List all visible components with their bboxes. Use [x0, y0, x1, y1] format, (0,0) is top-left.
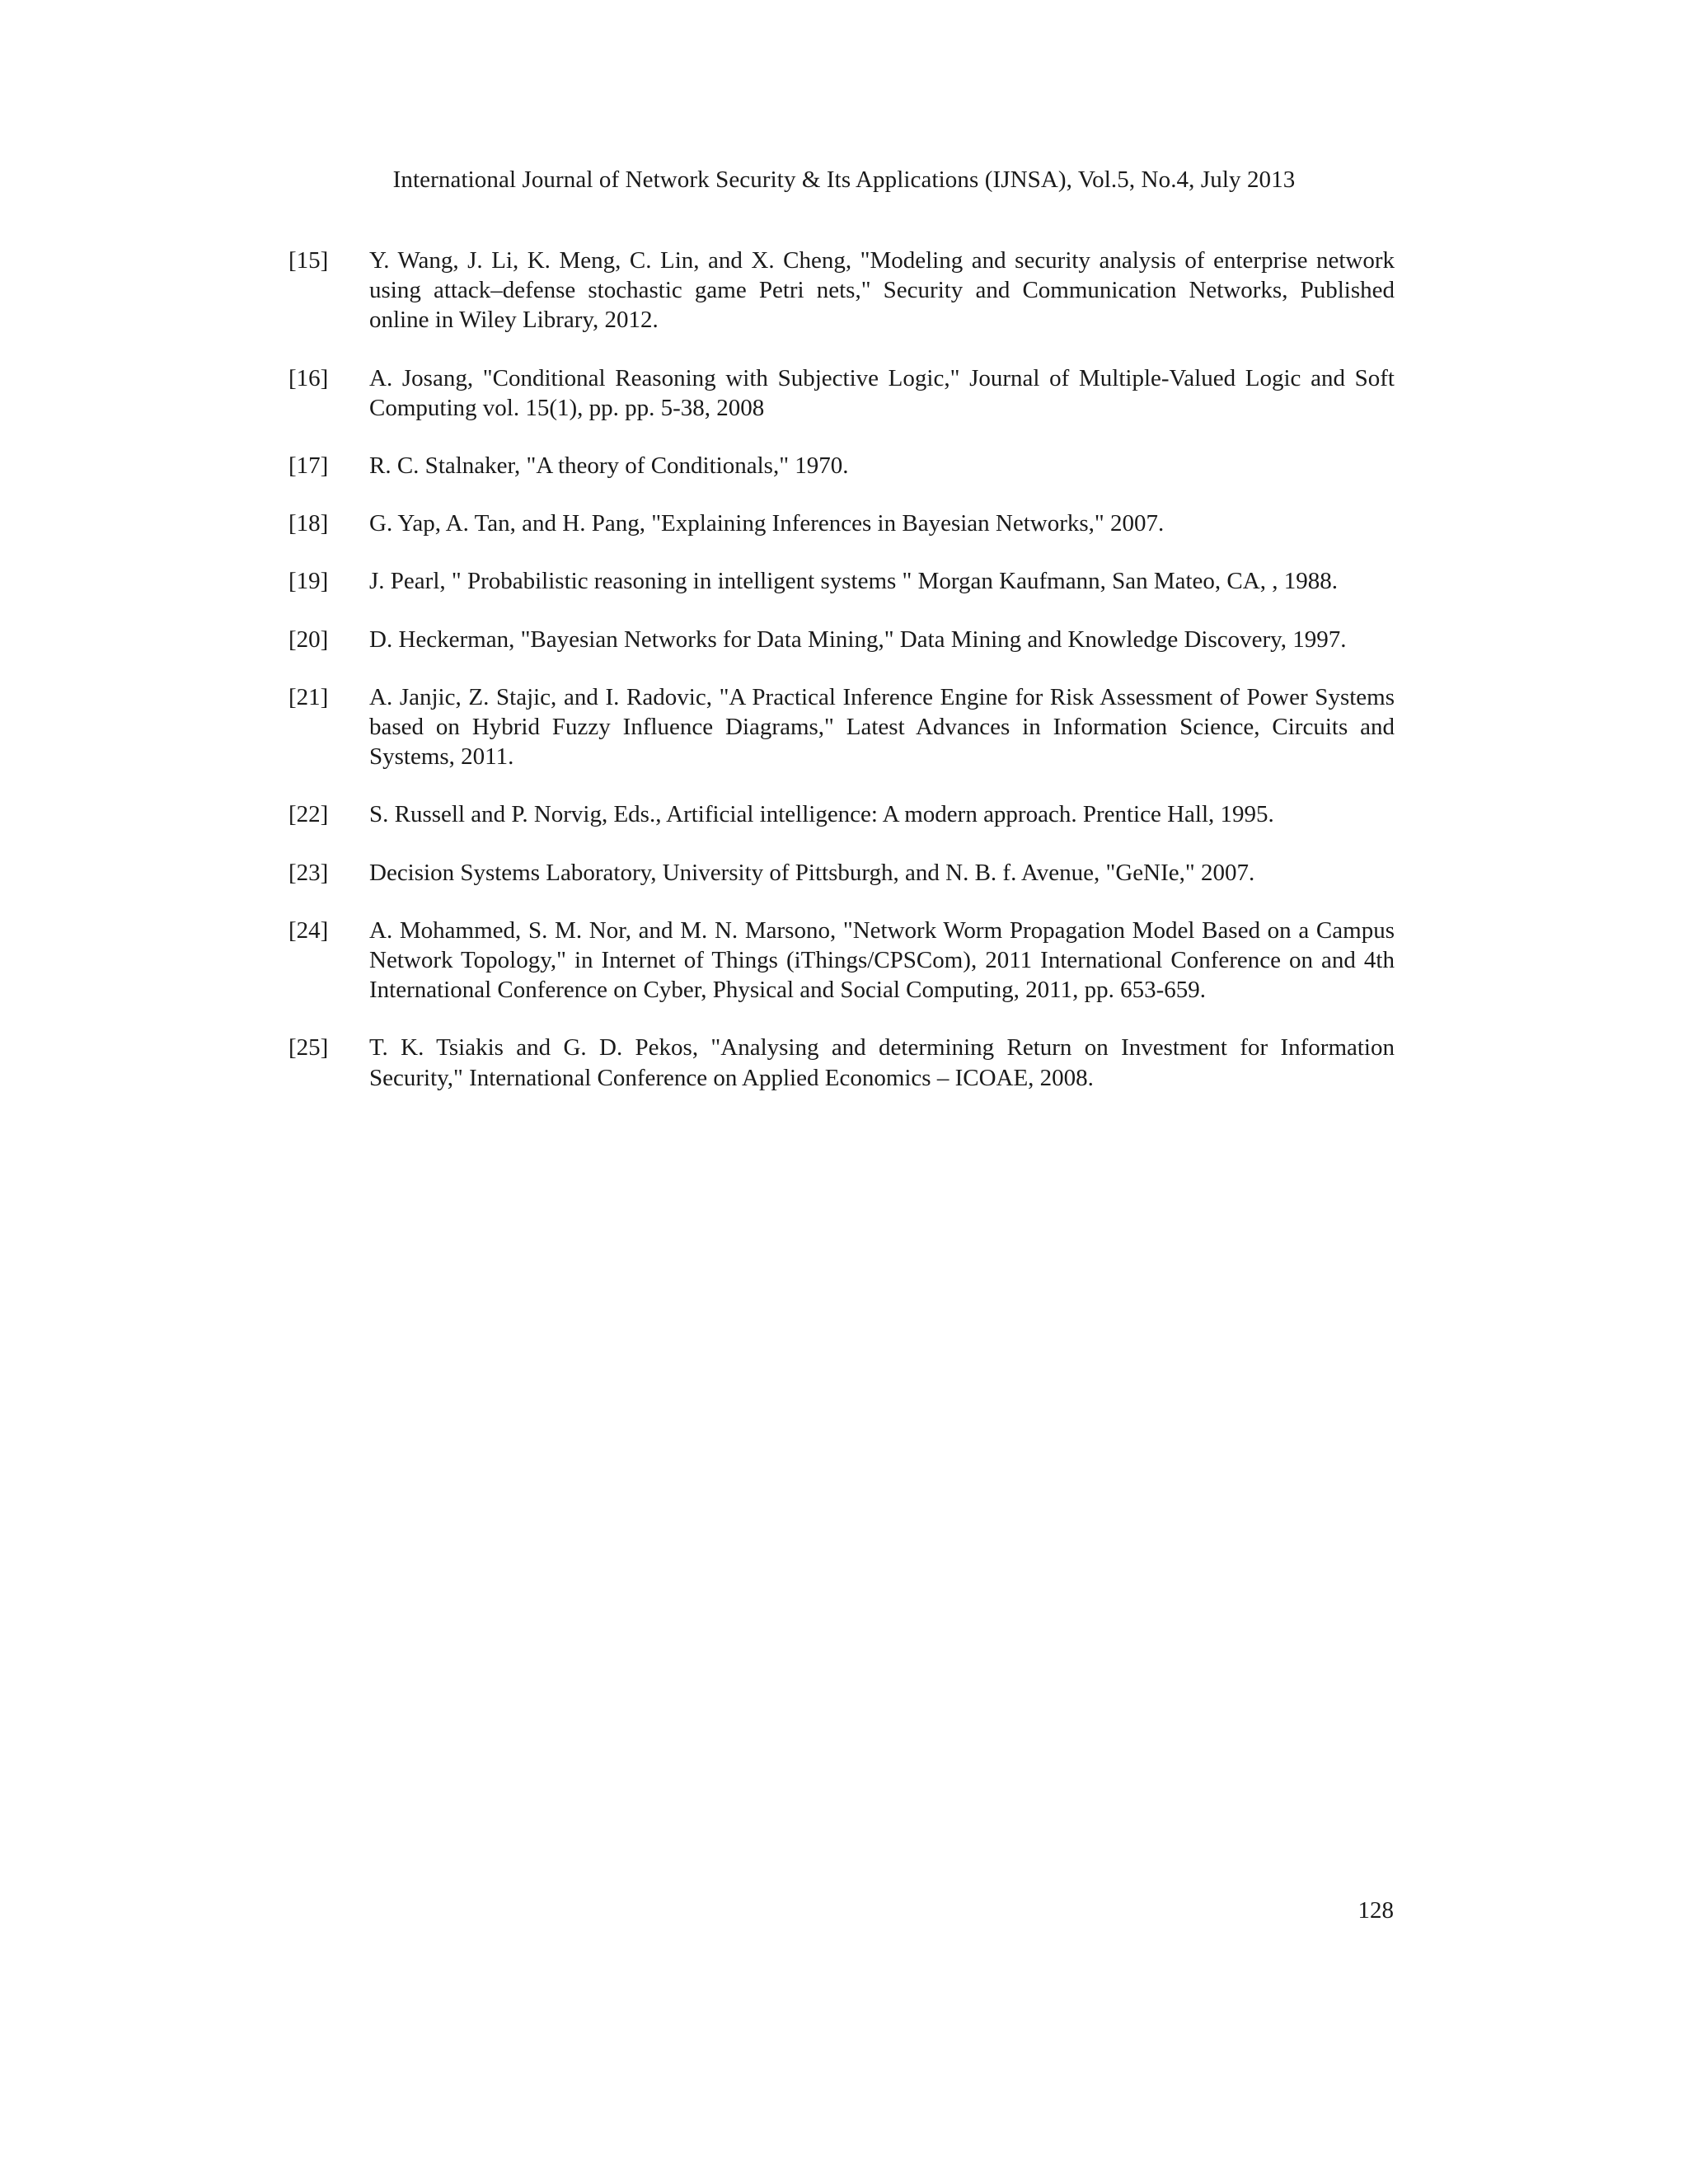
reference-item: [288, 566, 1395, 596]
reference-text: A. Josang, "Conditional Reasoning with Subjective Logic," Journal of Multiple-Valued Logic and Soft Computing vol. 15(1), pp. pp. 5-38, 2008: [369, 364, 1395, 421]
reference-item: [288, 682, 1395, 772]
reference-item: [288, 799, 1395, 829]
reference-text: Decision Systems Laboratory, University of Pittsburgh, and N. B. f. Avenue, "GeNIe," 2007.: [369, 859, 1255, 886]
reference-text: A. Janjic, Z. Stajic, and I. Radovic, "A Practical Inference Engine for Risk Assessment of Power Systems based on Hybrid Fuzzy Influence Diagrams," Latest Advances in Information Science, Circuits and Systems, 2011.: [369, 683, 1395, 771]
reference-item: [288, 1033, 1395, 1092]
reference-number: [17]: [288, 452, 329, 480]
reference-number: [22]: [288, 801, 329, 828]
reference-number: [25]: [288, 1034, 329, 1062]
reference-number: [20]: [288, 626, 329, 653]
reference-item: [288, 363, 1395, 423]
reference-text: R. C. Stalnaker, "A theory of Conditionals," 1970.: [369, 452, 849, 480]
reference-item: [288, 916, 1395, 1005]
reference-number: [24]: [288, 916, 329, 944]
reference-number: [23]: [288, 859, 329, 886]
page-number: 128: [1357, 1897, 1394, 1924]
reference-text: A. Mohammed, S. M. Nor, and M. N. Marsono, "Network Worm Propagation Model Based on a Campus Network Topology," in Internet of Things (iThings/CPSCom), 2011 International Conference on and 4th International Conference on Cyber, Physical and Social Computing, 2011, pp. 653-659.: [369, 916, 1395, 1004]
reference-number: [16]: [288, 364, 329, 391]
reference-text: G. Yap, A. Tan, and H. Pang, "Explaining Inferences in Bayesian Networks," 2007.: [369, 510, 1165, 537]
reference-number: [19]: [288, 568, 329, 595]
reference-item: [288, 509, 1395, 538]
reference-list: [288, 246, 1395, 1093]
reference-text: Y. Wang, J. Li, K. Meng, C. Lin, and X. Cheng, "Modeling and security analysis of enterprise network using attack–defense stochastic game Petri nets," Security and Communication Networks, Published online in Wiley Library, 2012.: [369, 247, 1395, 334]
reference-number: [21]: [288, 683, 329, 710]
reference-number: [15]: [288, 247, 329, 274]
reference-item: [288, 246, 1395, 335]
reference-item: [288, 625, 1395, 654]
running-header: International Journal of Network Security & Its Applications (IJNSA), Vol.5, No.4, July 2013: [392, 166, 1296, 193]
reference-item: [288, 858, 1395, 888]
reference-number: [18]: [288, 510, 329, 537]
reference-text: T. K. Tsiakis and G. D. Pekos, "Analysing and determining Return on Investment for Information Security," International Conference on Applied Economics – ICOAE, 2008.: [369, 1034, 1395, 1091]
reference-text: D. Heckerman, "Bayesian Networks for Data Mining," Data Mining and Knowledge Discovery, 1997.: [369, 626, 1347, 653]
reference-item: [288, 451, 1395, 480]
reference-text: S. Russell and P. Norvig, Eds., Artificial intelligence: A modern approach. Prentice Hall, 1995.: [369, 801, 1274, 828]
reference-text: J. Pearl, " Probabilistic reasoning in intelligent systems " Morgan Kaufmann, San Mateo, CA, , 1988.: [369, 568, 1338, 595]
